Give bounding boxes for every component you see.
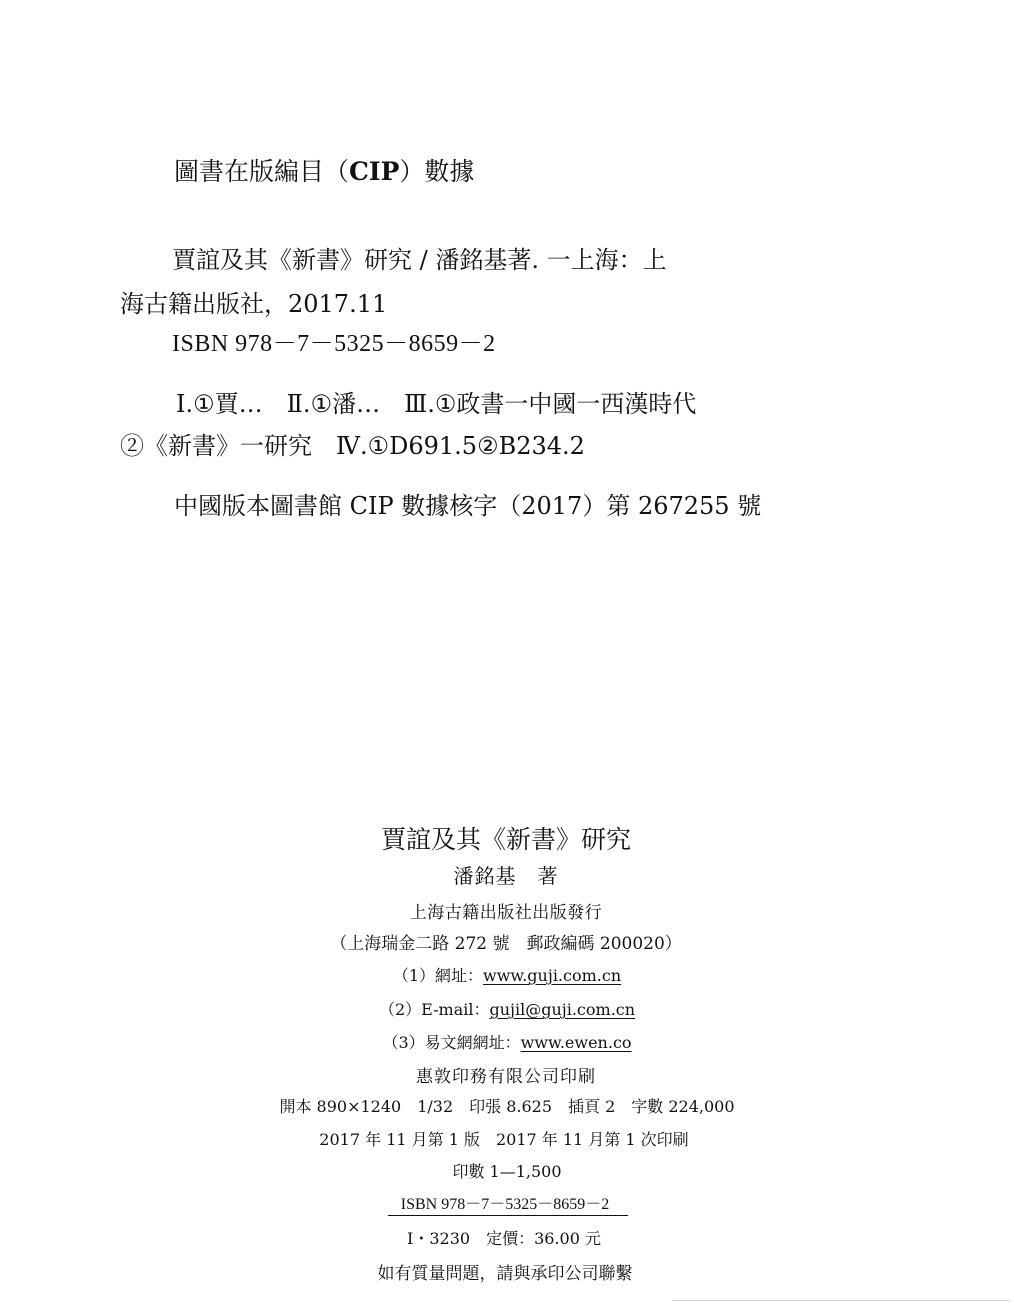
quality-notice: 如有質量問題，請與承印公司聯繫 bbox=[377, 1264, 633, 1284]
cip-heading-pre: 圖書在版編目（ bbox=[174, 157, 350, 186]
cip-heading-bold: CIP bbox=[349, 157, 400, 186]
cip-entry-line-2: 海古籍出版社，2017.11 bbox=[120, 290, 388, 318]
cip-entry-line-1: 賈誼及其《新書》研究 / 潘銘基著. 一上海：上 bbox=[172, 246, 667, 274]
email-label: （2）E-mail： bbox=[378, 1000, 490, 1019]
colophon-isbn: ISBN 978－7－5325－8659－2 bbox=[400, 1196, 610, 1213]
cip-heading-post: ）數據 bbox=[399, 157, 475, 186]
email-line bbox=[0, 997, 1014, 1020]
cip-verification: 中國版本圖書館 CIP 數據核字（2017）第 267255 號 bbox=[174, 492, 762, 520]
cip-subject-line-1: Ⅰ.①賈… Ⅱ.①潘… Ⅲ.①政書一中國一西漢時代 bbox=[176, 390, 697, 418]
format-specs: 開本 890×1240 1/32 印張 8.625 插頁 2 字數 224,000 bbox=[279, 1097, 735, 1116]
isbn-divider bbox=[388, 1215, 628, 1216]
page-edge-mark bbox=[672, 1300, 1010, 1301]
publisher: 上海古籍出版社出版發行 bbox=[409, 903, 603, 923]
website-label: （1）網址： bbox=[392, 966, 484, 985]
ewen-link[interactable]: www.ewen.co bbox=[520, 1033, 632, 1052]
publisher-address: （上海瑞金二路 272 號 郵政編碼 200020） bbox=[330, 934, 682, 954]
ewen-line bbox=[0, 1030, 1014, 1053]
cip-subject-line-2: ②《新書》一研究 Ⅳ.①D691.5②B234.2 bbox=[120, 432, 585, 460]
print-run: 印數 1—1,500 bbox=[452, 1162, 562, 1181]
website-link[interactable]: www.guji.com.cn bbox=[483, 966, 622, 985]
printer: 惠敦印務有限公司印刷 bbox=[416, 1067, 596, 1087]
cip-heading bbox=[174, 156, 474, 188]
price-line: I・3230 定價：36.00 元 bbox=[407, 1229, 601, 1248]
email-link[interactable]: gujil@guji.com.cn bbox=[489, 1000, 636, 1019]
ewen-label: （3）易文網網址： bbox=[382, 1033, 521, 1052]
book-title: 賈誼及其《新書》研究 bbox=[380, 825, 631, 854]
website-line bbox=[0, 963, 1014, 986]
cip-isbn: ISBN 978－7－5325－8659－2 bbox=[172, 331, 496, 357]
book-author: 潘銘基 著 bbox=[453, 864, 559, 888]
edition-info: 2017 年 11 月第 1 版 2017 年 11 月第 1 次印刷 bbox=[319, 1130, 689, 1149]
